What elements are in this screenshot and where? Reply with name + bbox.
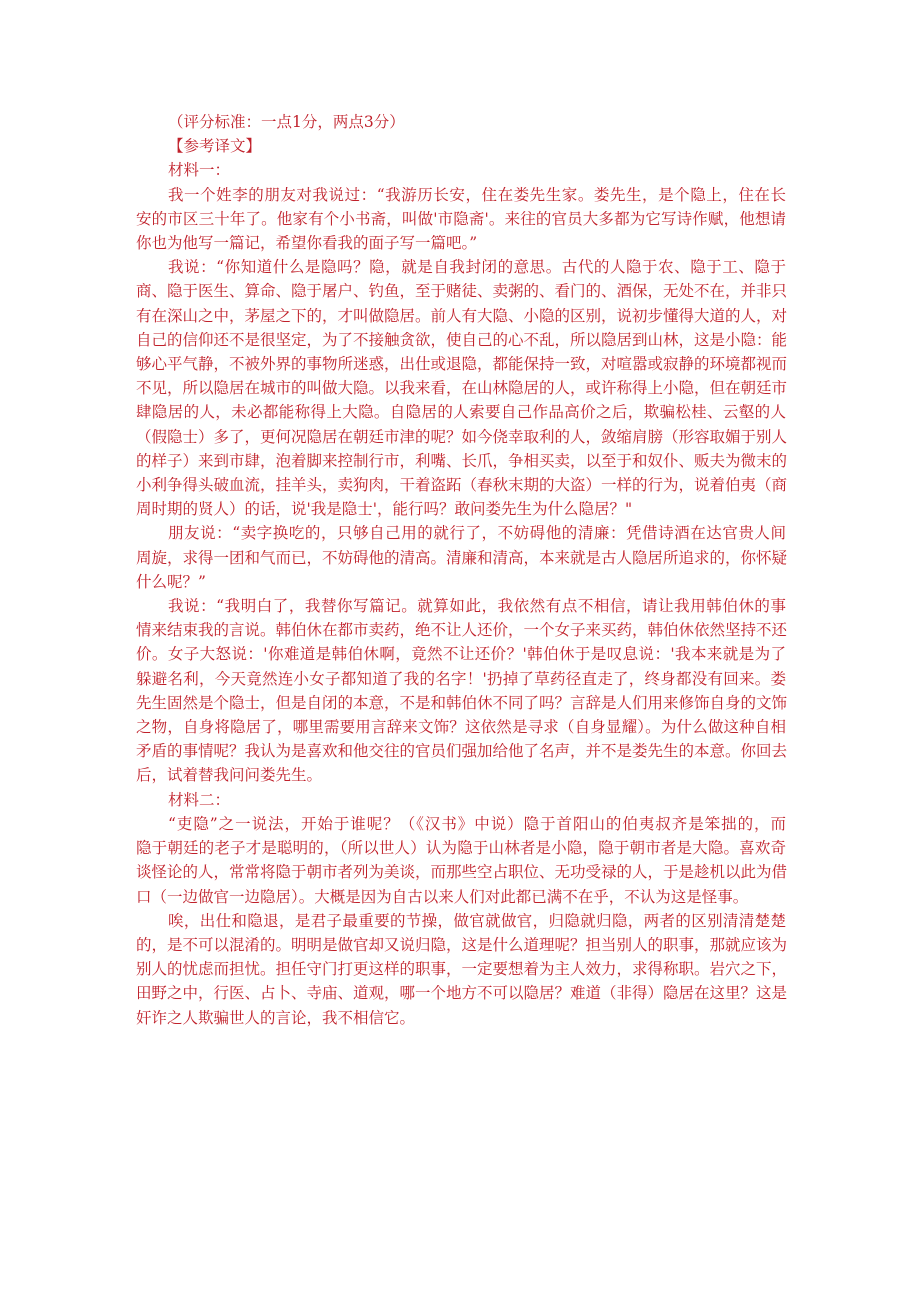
paragraph-line: 安的市区三十年了。他家有个小书斋，叫做'市隐斋'。来往的官员大多都为它写诗作赋，他想请 <box>136 209 786 228</box>
paragraph-line: 肆隐居的人，未必都能称得上大隐。自隐居的人索要自己作品高价之后，欺骗松桂、云壑的人 <box>136 403 786 422</box>
paragraph-line: 唉，出仕和隐退，是君子最重要的节操，做官就做官，归隐就归隐，两者的区别清清楚楚 <box>168 911 786 930</box>
paragraph-line: （假隐士）多了，更何况隐居在朝廷市津的呢？如今侥幸取利的人，敛缩肩膀（形容取媚于别人 <box>136 427 788 446</box>
paragraph-line: 的样子）来到市肆，泡着脚来控制行市，利嘴、长爪，争相买卖，以至于和奴仆、贩夫为微末的 <box>136 451 788 470</box>
paragraph-1 <box>136 183 786 256</box>
paragraph-line: 有在深山之中，茅屋之下的，才叫做隐居。前人有大隐、小隐的区别，说初步懂得大道的人，对 <box>136 306 788 325</box>
paragraph-line: 口（一边做官一边隐居）。大概是因为自古以来人们对此都已满不在乎，不认为这是怪事。 <box>136 887 749 906</box>
paragraph-line: 你也为他写一篇记，希望你看我的面子写一篇吧。” <box>136 234 478 253</box>
paragraph-line: 小利争得头破血流，挂羊头，卖狗肉，干着盗跖（春秋末期的大盗）一样的行为，说着伯夷（商 <box>136 476 788 495</box>
material-two-label: 材料二： <box>168 790 231 809</box>
paragraph-2 <box>136 255 786 521</box>
document-body <box>136 110 786 1030</box>
paragraph-line: 隐于朝廷的老子才是聪明的，（所以世人）认为隐于山林者是小隐，隐于朝市者是大隐。喜欢奇 <box>136 839 786 858</box>
paragraph-line: 我一个姓李的朋友对我说过：“我游历长安，住在娄先生家。娄先生，是个隐上，住在长 <box>168 185 786 204</box>
paragraph-line: 什么呢？” <box>136 572 206 591</box>
paragraph-line: 别人的忧虑而担忧。担任守门打更这样的职事，一定要想着为主人效力，求得称职。岩穴之下， <box>136 960 788 979</box>
paragraph-line: 先生固然是个隐士，但是自闭的本意，不是和韩伯休不同了吗？言辞是人们用来修饰自身的文饰 <box>136 693 788 712</box>
paragraph-line: 我说：“我明白了，我替你写篇记。就算如此，我依然有点不相信，请让我用韩伯休的事 <box>168 597 786 616</box>
reference-translation-title: 【参考译文】 <box>168 137 262 156</box>
paragraph-line: 够心平气静，不被外界的事物所迷惑，出仕或退隐，都能保持一致，对喧嚣或寂静的环境都视而 <box>136 355 788 374</box>
paragraph-line: 躲避名利，今天竟然连小女子都知道了我的名字！'扔掉了草药径直走了，终身都没有回来。娄 <box>136 669 786 688</box>
paragraph-line: 自己的信仰还不是很坚定，为了不接触贪欲，使自己的心不乱，所以隐居到山林，这是小隐：能 <box>136 330 788 349</box>
paragraph-line: 情来结束我的言说。韩伯休在都市卖药，绝不让人还价，一个女子来买药，韩伯休依然坚持不还 <box>136 621 788 640</box>
paragraph-6 <box>136 909 786 1030</box>
paragraph-line: 谈怪论的人，常常将隐于朝市者列为美谈，而那些空占职位、无功受禄的人，于是趁机以此为借 <box>136 863 788 882</box>
paragraph-line: 价。女子大怒说：'你难道是韩伯休啊，竟然不让还价？'韩伯休于是叹息说：'我本来就是为了 <box>136 645 786 664</box>
paragraph-line: 商、隐于医生、算命、隐于屠户、钓鱼，至于赌徒、卖粥的、看门的、酒保，无处不在，并非只 <box>136 282 788 301</box>
paragraph-3 <box>136 521 786 594</box>
paragraph-4 <box>136 594 786 788</box>
paragraph-line: 之物，自身将隐居了，哪里需要用言辞来文饰？这依然是寻求（自身显耀）。为什么做这种自相 <box>136 718 786 737</box>
paragraph-line: 田野之中，行医、占卜、寺庙、道观，哪一个地方不可以隐居？难道（非得）隐居在这里？这是 <box>136 984 788 1003</box>
paragraph-line: 朋友说：“卖字换吃的，只够自己用的就行了，不妨碍他的清廉：凭借诗酒在达官贵人间 <box>168 524 786 543</box>
material-one-label: 材料一： <box>168 161 231 180</box>
paragraph-line: 的，是不可以混淆的。明明是做官却又说归隐，这是什么道理呢？担当别人的职事，那就应该为 <box>136 935 788 954</box>
paragraph-line: 奸诈之人欺骗世人的言论，我不相信它。 <box>136 1008 416 1027</box>
paragraph-line: 矛盾的事情呢？我认为是喜欢和他交往的官员们强加给他了名声，并不是娄先生的本意。你回去 <box>136 742 788 761</box>
paragraph-line: 不见，所以隐居在城市的叫做大隐。以我来看，在山林隐居的人，或许称得上小隐，但在朝廷市 <box>136 379 788 398</box>
paragraph-line: 后，试着替我问问娄先生。 <box>136 766 323 785</box>
paragraph-line: “吏隐”之一说法，开始于谁呢？（《汉书》中说）隐于首阳山的伯夷叔齐是笨拙的，而 <box>168 814 786 833</box>
paragraph-5 <box>136 812 786 909</box>
paragraph-line: 周时期的贤人）的话，说'我是隐士'，能行吗？敢问娄先生为什么隐居？" <box>136 500 633 519</box>
scoring-note: （评分标准：一点1分，两点3分） <box>168 113 405 131</box>
paragraph-line: 周旋，求得一团和气而已，不妨碍他的清高。清廉和清高，本来就是古人隐居所追求的，你怀疑 <box>136 548 788 567</box>
paragraph-line: 我说：“你知道什么是隐吗？隐，就是自我封闭的意思。古代的人隐于农、隐于工、隐于 <box>168 258 786 277</box>
